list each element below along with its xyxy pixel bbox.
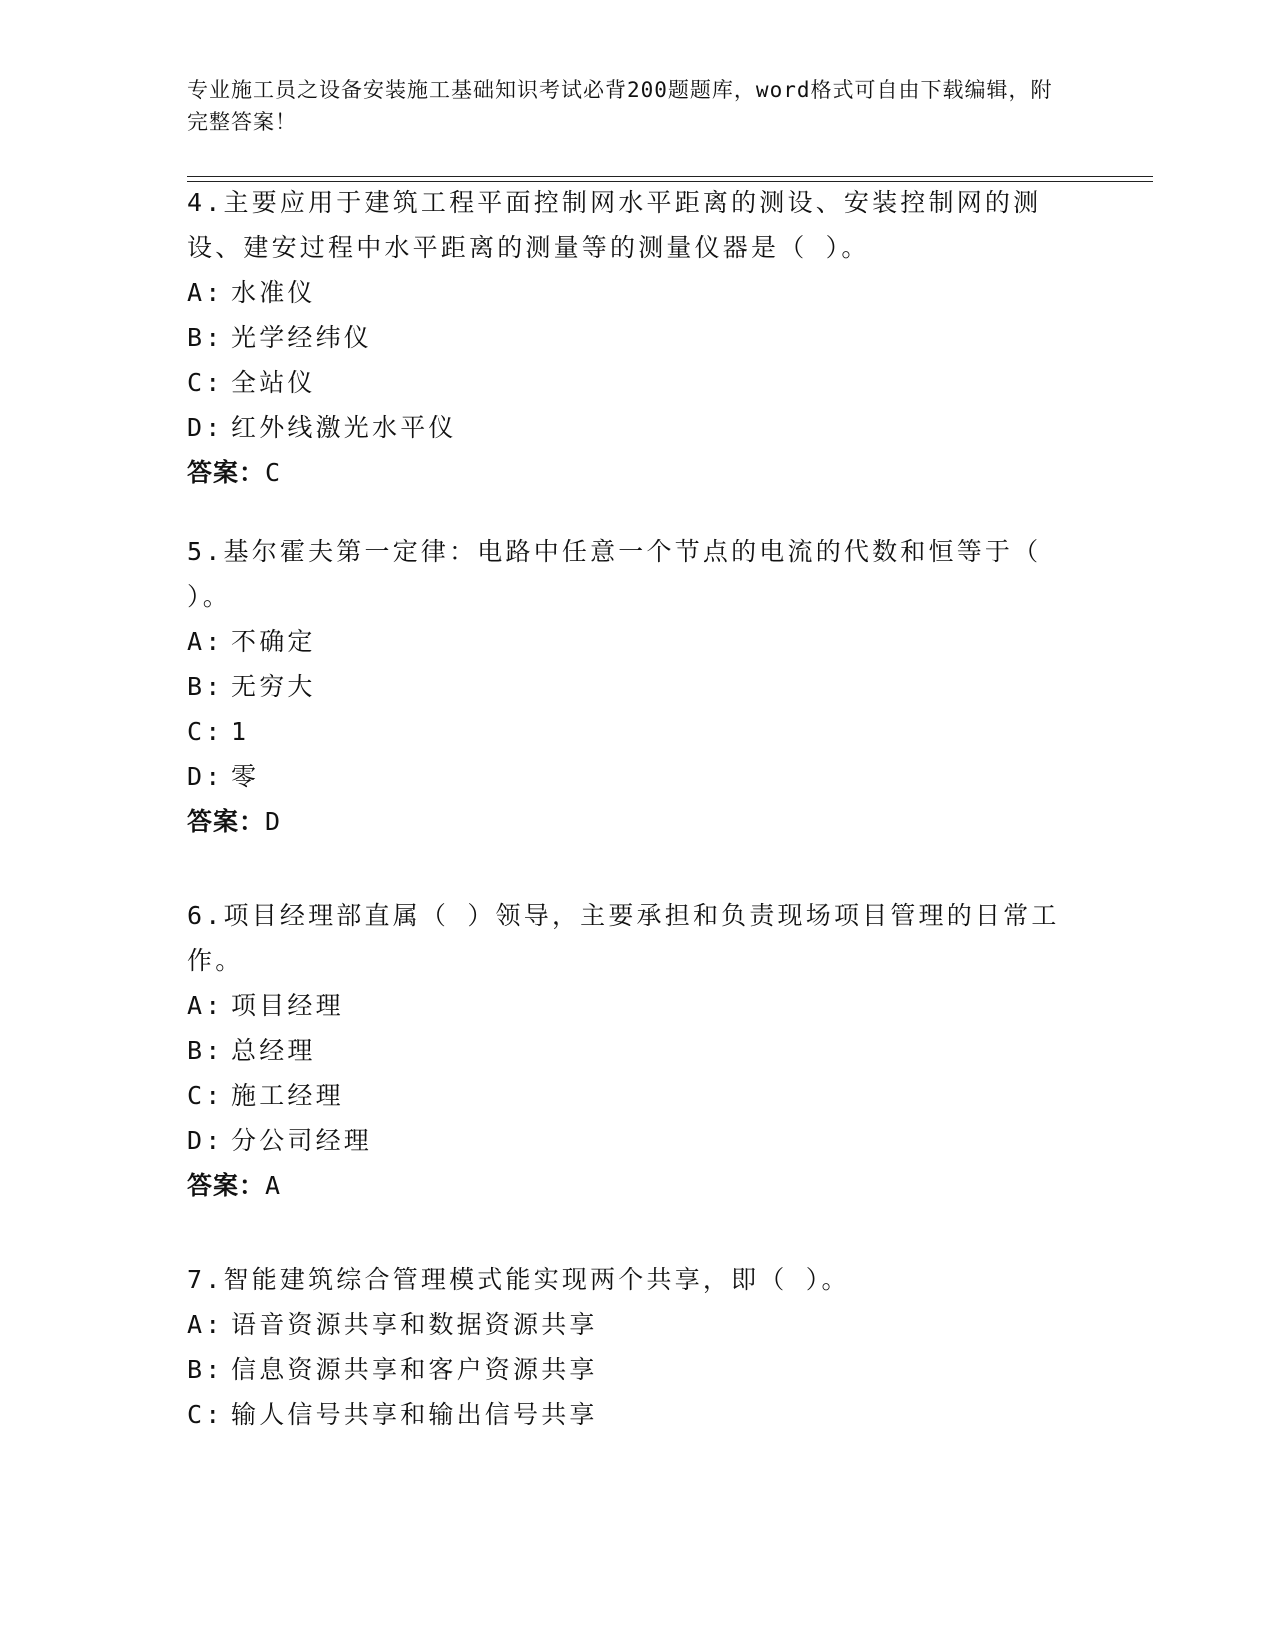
option-b — [187, 664, 1087, 709]
option-label: B: — [187, 1036, 224, 1065]
option-c — [187, 360, 1087, 405]
option-text: 信息资源共享和客户资源共享 — [231, 1355, 598, 1384]
option-text: 语音资源共享和数据资源共享 — [231, 1310, 598, 1339]
option-label: D: — [187, 413, 224, 442]
option-label: A: — [187, 1310, 224, 1339]
option-d — [187, 754, 1087, 799]
option-label: A: — [187, 991, 224, 1020]
question-stem: 4.主要应用于建筑工程平面控制网水平距离的测设、安装控制网的测设、建安过程中水平距离的测量等的测量仪器是（ ）。 — [187, 188, 1042, 262]
option-a — [187, 1302, 1087, 1347]
option-text: 总经理 — [231, 1036, 316, 1065]
option-d — [187, 1118, 1087, 1163]
option-c — [187, 709, 1087, 754]
answer-line — [187, 1163, 1087, 1208]
option-text: 无穷大 — [231, 672, 316, 701]
question-7 — [187, 1257, 1087, 1437]
option-label: B: — [187, 323, 224, 352]
option-a — [187, 983, 1087, 1028]
option-label: C: — [187, 368, 224, 397]
answer-value: C — [265, 458, 282, 487]
option-text: 零 — [231, 762, 260, 791]
option-b — [187, 315, 1087, 360]
answer-label: 答案： — [187, 807, 266, 836]
question-6 — [187, 893, 1087, 1208]
option-text: 1 — [231, 717, 250, 746]
question-stem: 7.智能建筑综合管理模式能实现两个共享，即（ ）。 — [187, 1265, 850, 1294]
answer-line — [187, 799, 1087, 844]
option-label: A: — [187, 278, 224, 307]
answer-line — [187, 450, 1087, 495]
option-label: B: — [187, 672, 224, 701]
option-text: 施工经理 — [231, 1081, 344, 1110]
option-label: C: — [187, 1081, 224, 1110]
option-text: 不确定 — [231, 627, 316, 656]
option-label: A: — [187, 627, 224, 656]
header-divider-top — [187, 176, 1153, 177]
option-b — [187, 1347, 1087, 1392]
option-text: 光学经纬仪 — [231, 323, 373, 352]
option-c — [187, 1073, 1087, 1118]
answer-value: A — [265, 1171, 282, 1200]
answer-label: 答案： — [187, 458, 266, 487]
option-label: C: — [187, 1400, 224, 1429]
option-label: D: — [187, 762, 224, 791]
question-4 — [187, 180, 1087, 495]
option-a — [187, 270, 1087, 315]
option-text: 红外线激光水平仪 — [231, 413, 457, 442]
option-text: 水准仪 — [231, 278, 316, 307]
document-header: 专业施工员之设备安装施工基础知识考试必背200题题库，word格式可自由下载编辑，附完整答案！ — [187, 78, 1053, 134]
option-c — [187, 1392, 1087, 1437]
option-label: D: — [187, 1126, 224, 1155]
option-text: 分公司经理 — [231, 1126, 373, 1155]
question-5 — [187, 529, 1087, 844]
option-label: C: — [187, 717, 224, 746]
option-text: 输人信号共享和输出信号共享 — [231, 1400, 598, 1429]
option-d — [187, 405, 1087, 450]
answer-value: D — [265, 807, 282, 836]
question-stem: 6.项目经理部直属（ ）领导，主要承担和负责现场项目管理的日常工作。 — [187, 901, 1060, 975]
option-label: B: — [187, 1355, 224, 1384]
option-text: 项目经理 — [231, 991, 344, 1020]
answer-label: 答案： — [187, 1171, 266, 1200]
option-b — [187, 1028, 1087, 1073]
option-a — [187, 619, 1087, 664]
question-stem: 5.基尔霍夫第一定律：电路中任意一个节点的电流的代数和恒等于（ ）。 — [187, 537, 1060, 611]
option-text: 全站仪 — [231, 368, 316, 397]
